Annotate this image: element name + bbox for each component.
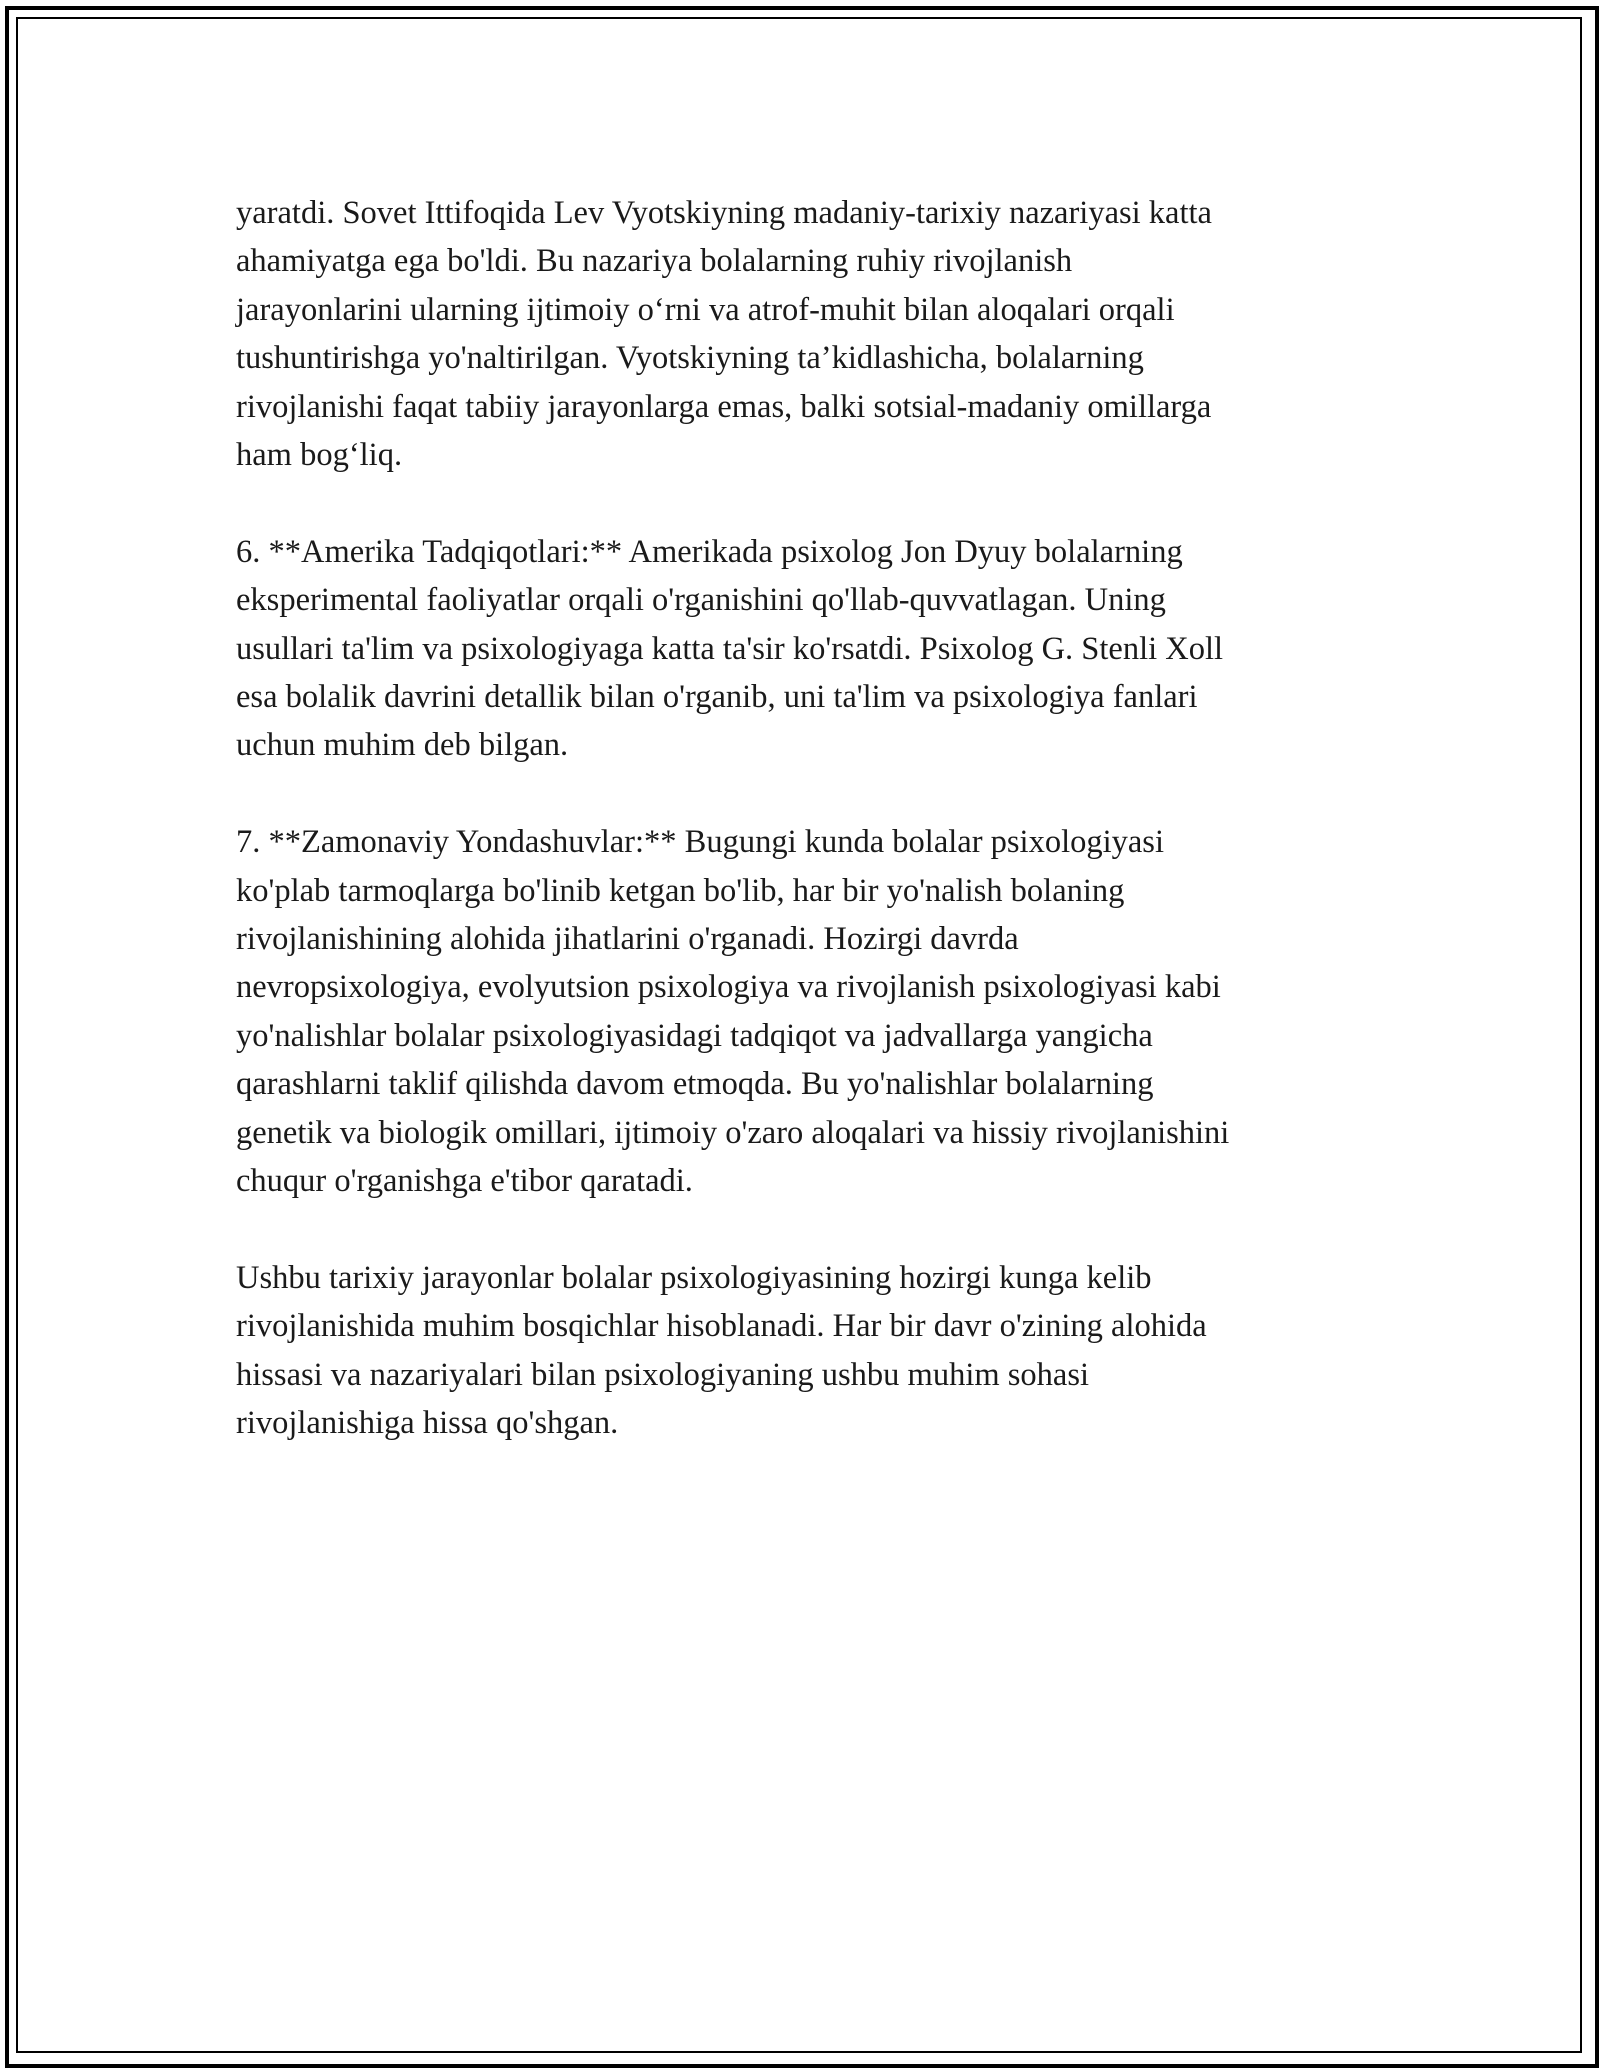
paragraph-vyotskiy: yaratdi. Sovet Ittifoqida Lev Vyotskiyning madaniy-tarixiy nazariyasi katta ahamiyatga ega bo'ldi. Bu nazariya bolalarning ruhiy rivojlanish jarayonlarini ularning ijtimoiy o‘rni va atrof-muhit bilan aloqalari orqali tushuntirishga yo'naltirilgan. Vyotskiyning ta’kidlashicha, bolalarning rivojlanishi faqat tabiiy jarayonlarga emas, balki sotsial-madaniy omillarga ham bog‘liq.	[236, 195, 1212, 474]
document-body	[236, 189, 1366, 1496]
paragraph-conclusion: Ushbu tarixiy jarayonlar bolalar psixologiyasining hozirgi kunga kelib rivojlanishida muhim bosqichlar hisoblanadi. Har bir davr o'zining alohida hissasi va nazariyalari bilan psixologiyaning ushbu muhim sohasi rivojlanishiga hissa qo'shgan.	[236, 1259, 1207, 1442]
paragraph-zamonaviy-yondashuvlar: 7. **Zamonaviy Yondashuvlar:** Bugungi kunda bolalar psixologiyasi ko'plab tarmoqlarga bo'linib ketgan bo'lib, har bir yo'nalish bolaning rivojlanishining alohida jihatlarini o'rganadi. Hozirgi davrda nevropsixologiya, evolyutsion psixologiya va rivojlanish psixologiyasi kabi yo'nalishlar bolalar psixologiyasidagi tadqiqot va jadvallarga yangicha qarashlarni taklif qilishda davom etmoqda. Bu yo'nalishlar bolalarning genetik va biologik omillari, ijtimoiy o'zaro aloqalari va hissiy rivojlanishini chuqur o'rganishga e'tibor qaratadi.	[236, 824, 1230, 1200]
paragraph-amerika-tadqiqotlari: 6. **Amerika Tadqiqotlari:** Amerikada psixolog Jon Dyuy bolalarning eksperimental faoliyatlar orqali o'rganishini qo'llab-quvvatlagan. Uning usullari ta'lim va psixologiyaga katta ta'sir ko'rsatdi. Psixolog G. Stenli Xoll esa bolalik davrini detallik bilan o'rganib, uni ta'lim va psixologiya fanlari uchun muhim deb bilgan.	[236, 533, 1224, 764]
